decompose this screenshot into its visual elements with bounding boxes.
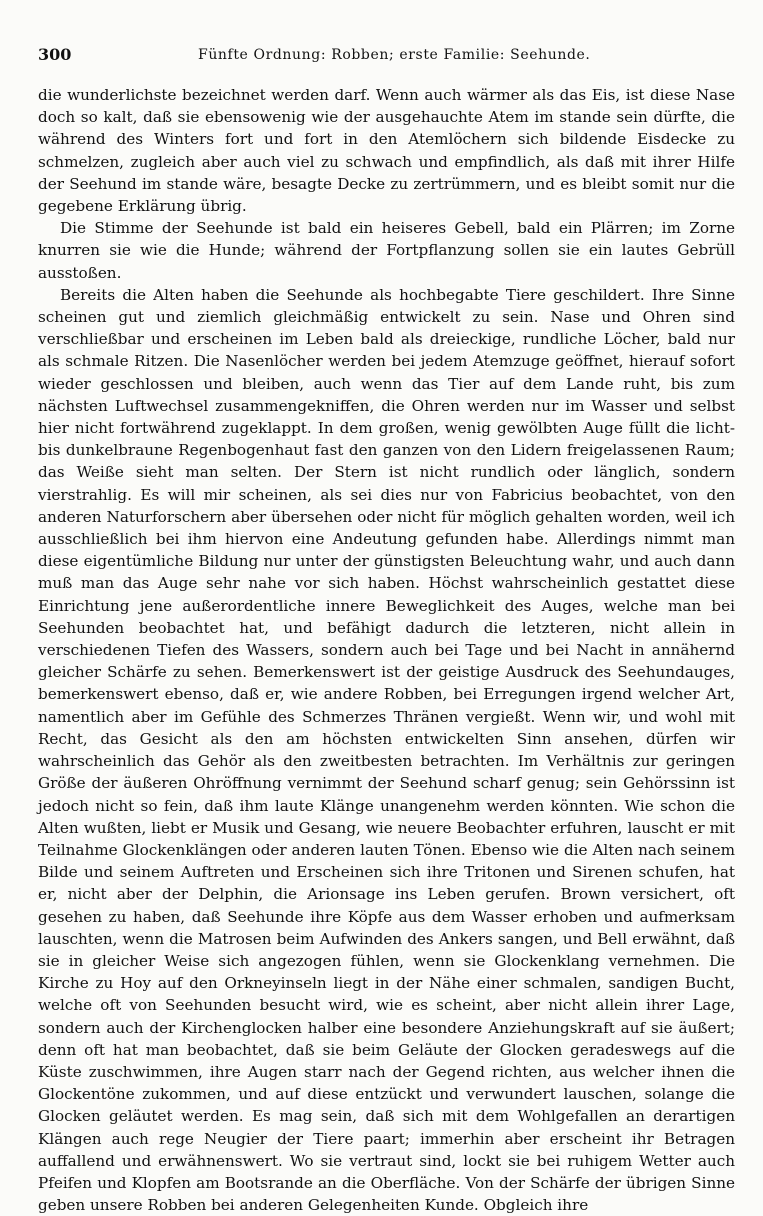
- running-title: Fünfte Ordnung: Robben; erste Familie: Seehunde.: [198, 47, 591, 63]
- body-text: [38, 84, 735, 1216]
- paragraph-2: Die Stimme der Seehunde ist bald ein heiseres Gebell, bald ein Plärren; im Zorne knurren sie wie die Hunde; während der Fortpflanzung sollen sie ein lautes Gebrüll ausstoßen.: [38, 219, 735, 282]
- paragraph-3: Bereits die Alten haben die Seehunde als hochbegabte Tiere geschildert. Ihre Sinne scheinen gut und ziemlich gleichmäßig entwickelt zu sein. Nase und Ohren sind verschließbar und erscheinen im Leben bald als dreieckige, rundliche Löcher, bald nur als schmale Ritzen. Die Nasenlöcher werden bei jedem Atemzuge geöffnet, hierauf sofort wieder geschlossen und bleiben, auch wenn das Tier auf dem Lande ruht, bis zum nächsten Luftwechsel zusammengekniffen, die Ohren werden nur im Wasser und selbst hier nicht fortwährend zugeklappt. In dem großen, wenig gewölbten Auge füllt die licht- bis dunkelbraune Regenbogenhaut fast den ganzen von den Lidern freigelassenen Raum; das Weiße sieht man selten. Der Stern ist nicht rundlich oder länglich, sondern vierstrahlig. Es will mir scheinen, als sei dies nur von Fabricius beobachtet, von den anderen Naturforschern aber übersehen oder nicht für möglich gehalten worden, weil ich ausschließlich bei ihm hiervon eine Andeutung gefunden habe. Allerdings nimmt man diese eigentümliche Bildung nur unter der günstigsten Beleuchtung wahr, und auch dann muß man das Auge sehr nahe vor sich haben. Höchst wahrscheinlich gestattet diese Einrichtung jene außerordentliche innere Beweglichkeit des Auges, welche man bei Seehunden beobachtet hat, und befähigt dadurch die letzteren, nicht allein in verschiedenen Tiefen des Wassers, sondern auch bei Tage und bei Nacht in annähernd gleicher Schärfe zu sehen. Bemerkenswert ist der geistige Ausdruck des Seehundauges, bemerkenswert ebenso, daß er, wie andere Robben, bei Erregungen irgend welcher Art, namentlich aber im Gefühle des Schmerzes Thränen vergießt. Wenn wir, und wohl mit Recht, das Gesicht als den am höchsten entwickelten Sinn ansehen, dürfen wir wahrscheinlich das Gehör als den zweitbesten betrachten. Im Verhältnis zur geringen Größe der äußeren Ohröffnung vernimmt der Seehund scharf genug; sein Gehörssinn ist jedoch nicht so fein, daß ihm laute Klänge unangenehm werden könnten. Wie schon die Alten wußten, liebt er Musik und Gesang, wie neuere Beobachter erfuhren, lauscht er mit Teilnahme Glockenklängen oder anderen lauten Tönen. Ebenso wie die Alten nach seinem Bilde und seinem Auftreten und Erscheinen sich ihre Tritonen und Sirenen schufen, hat er, nicht aber der Delphin, die Arionsage ins Leben gerufen. Brown versichert, oft gesehen zu haben, daß Seehunde ihre Köpfe aus dem Wasser erhoben und aufmerksam lauschten, wenn die Matrosen beim Aufwinden des Ankers sangen, und Bell erwähnt, daß sie in gleicher Weise sich angezogen fühlen, wenn sie Glockenklang vernehmen. Die Kirche zu Hoy auf den Orkneyinseln liegt in der Nähe einer schmalen, sandigen Bucht, welche oft von Seehunden besucht wird, wie es scheint, aber nicht allein ihrer Lage, sondern auch der Kirchenglocken halber eine besondere Anziehungskraft auf sie äußert; denn oft hat man beobachtet, daß sie beim Geläute der Glocken geradeswegs auf die Küste zuschwimmen, ihre Augen starr nach der Gegend richten, aus welcher ihnen die Glockentöne zukommen, und auf diese entzückt und verwundert lauschen, solange die Glocken geläutet werden. Es mag sein, daß sich mit dem Wohlgefallen an derartigen Klängen auch rege Neugier der Tiere paart; immerhin aber erscheint ihr Betragen auffallend und erwähnenswert. Wo sie vertraut sind, lockt sie bei ruhigem Wetter auch Pfeifen und Klopfen am Bootsrande an die Oberfläche. Von der Schärfe der übrigen Sinne geben unsere Robben bei anderen Gelegenheiten Kunde. Obgleich ihre: [38, 285, 735, 1215]
- running-header: [38, 38, 735, 72]
- paragraph-1: die wunderlichste bezeichnet werden darf. Wenn auch wärmer als das Eis, ist diese Nase doch so kalt, daß sie ebensowenig wie der ausgehauchte Atem im stande sein dürfte, die während des Winters fort und fort in den Atemlöchern sich bildende Eisdecke zu schmelzen, zugleich aber auch viel zu schwach und empfindlich, als daß mit ihrer Hilfe der Seehund im stande wäre, besagte Decke zu zertrümmern, und es bleibt somit nur die gegebene Erklärung übrig.: [38, 86, 735, 216]
- page-number: 300: [38, 45, 72, 64]
